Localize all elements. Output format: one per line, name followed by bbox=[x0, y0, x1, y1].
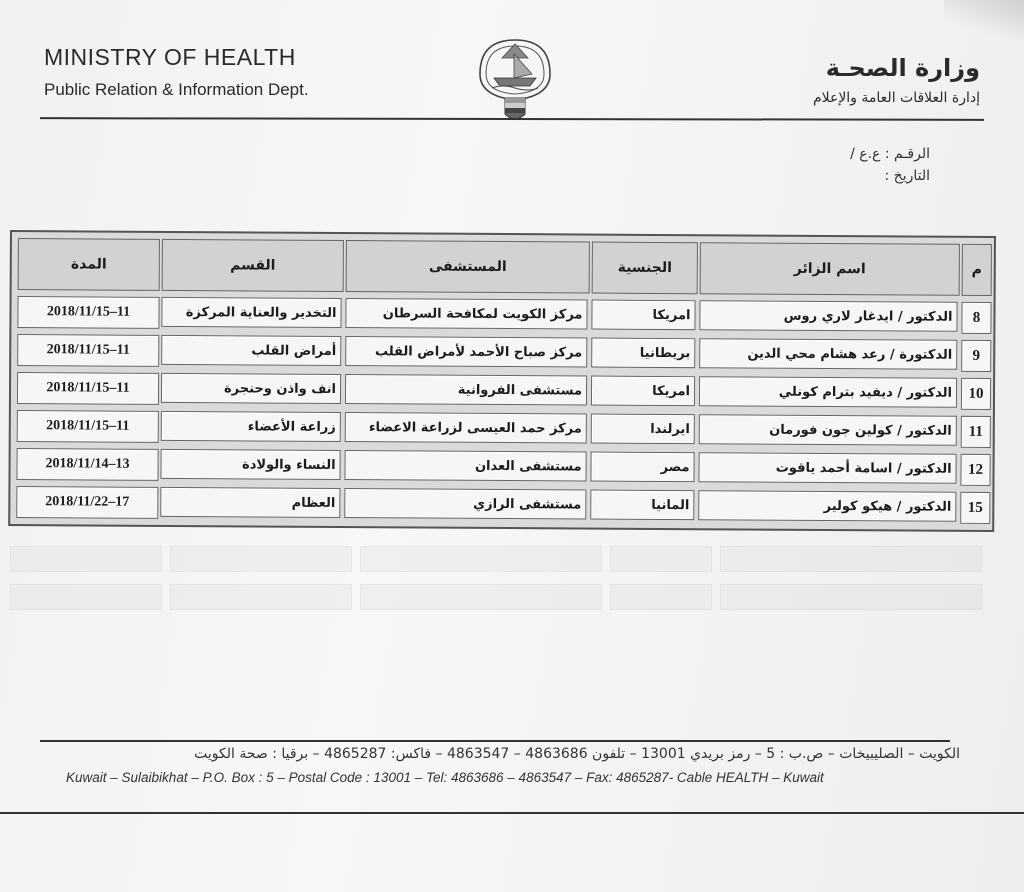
reference-number-field: الرقـم : ع.ع / bbox=[850, 146, 930, 162]
visitor-name: الدكتور / كولين جون فورمان bbox=[699, 414, 957, 446]
duration: 2018/11/15–11 bbox=[17, 334, 159, 367]
ministry-title-english: MINISTRY OF HEALTH bbox=[44, 44, 296, 70]
visitor-name: الدكتور / اسامة أحمد ياقوت bbox=[698, 452, 956, 484]
duration: 2018/11/15–11 bbox=[17, 372, 159, 405]
department-subtitle-english: Public Relation & Information Dept. bbox=[44, 80, 309, 99]
column-header-number: م bbox=[962, 244, 992, 296]
nationality: ايرلندا bbox=[591, 414, 695, 445]
column-header-visitor-name: اسم الزائر bbox=[700, 242, 960, 296]
department: انف واذن وحنجرة bbox=[161, 373, 341, 404]
nationality: امريكا bbox=[591, 376, 695, 407]
show-through-table bbox=[10, 540, 1010, 620]
kuwait-emblem-icon bbox=[472, 34, 558, 126]
nationality: بريطانيا bbox=[591, 338, 695, 369]
department-subtitle-arabic: إدارة العلاقات العامة والإعلام bbox=[812, 90, 980, 106]
visitor-name: الدكتور / هيكو كولير bbox=[698, 490, 956, 522]
date-field: التاريخ : bbox=[884, 168, 930, 184]
column-header-duration: المدة bbox=[18, 238, 160, 291]
ministry-title-arabic: وزارة الصحـة bbox=[825, 54, 980, 82]
visitors-table bbox=[8, 230, 996, 532]
footer-bottom-rule bbox=[0, 812, 1024, 814]
visitor-name: الدكتور / ايدغار لاري روس bbox=[699, 300, 957, 332]
duration: 2018/11/14–13 bbox=[16, 448, 158, 481]
duration: 2018/11/15–11 bbox=[17, 296, 159, 329]
nationality: امريكا bbox=[591, 300, 695, 331]
row-number: 15 bbox=[960, 492, 990, 524]
hospital: مركز صباح الأحمد لأمراض القلب bbox=[345, 336, 587, 367]
department: العظام bbox=[160, 487, 340, 518]
visitor-name: الدكتور / ديفيد بترام كونلي bbox=[699, 376, 957, 408]
row-number: 10 bbox=[961, 378, 991, 410]
column-header-department: القسم bbox=[162, 239, 344, 292]
row-number: 12 bbox=[960, 454, 990, 486]
hospital: مركز حمد العيسى لزراعة الاعضاء bbox=[345, 412, 587, 443]
row-number: 8 bbox=[961, 302, 991, 334]
hospital: مستشفى العدان bbox=[344, 450, 586, 481]
department: النساء والولادة bbox=[160, 449, 340, 480]
row-number: 11 bbox=[961, 416, 991, 448]
column-header-hospital: المستشفى bbox=[346, 240, 590, 293]
department: زراعة الأعضاء bbox=[161, 411, 341, 442]
hospital: مستشفى الرازي bbox=[344, 488, 586, 519]
hospital: مستشفى الفروانية bbox=[345, 374, 587, 405]
nationality: مصر bbox=[590, 452, 694, 483]
department: التخدير والعناية المركزة bbox=[161, 297, 341, 328]
department: أمراض القلب bbox=[161, 335, 341, 366]
duration: 2018/11/15–11 bbox=[17, 410, 159, 443]
footer-address-english: Kuwait – Sulaibikhat – P.O. Box : 5 – Postal Code : 13001 – Tel: 4863686 – 4863547 – Fax: 4865287- Cable HEALTH – Kuwait bbox=[66, 770, 824, 785]
page-corner-shadow bbox=[944, 0, 1024, 40]
hospital: مركز الكويت لمكافحة السرطان bbox=[345, 298, 587, 329]
footer-address-arabic: الكويت – الصليبيخات – ص.ب : 5 – رمز بريدي 13001 – تلفون 4863686 – 4863547 – فاكس: 4865287 – برقيا : صحة الكويت bbox=[194, 746, 960, 762]
footer-divider bbox=[40, 740, 950, 742]
visitor-name: الدكتورة / رعد هشام محي الدين bbox=[699, 338, 957, 370]
row-number: 9 bbox=[961, 340, 991, 372]
nationality: المانيا bbox=[590, 490, 694, 521]
column-header-nationality: الجنسية bbox=[592, 242, 698, 295]
duration: 2018/11/22–17 bbox=[16, 486, 158, 519]
